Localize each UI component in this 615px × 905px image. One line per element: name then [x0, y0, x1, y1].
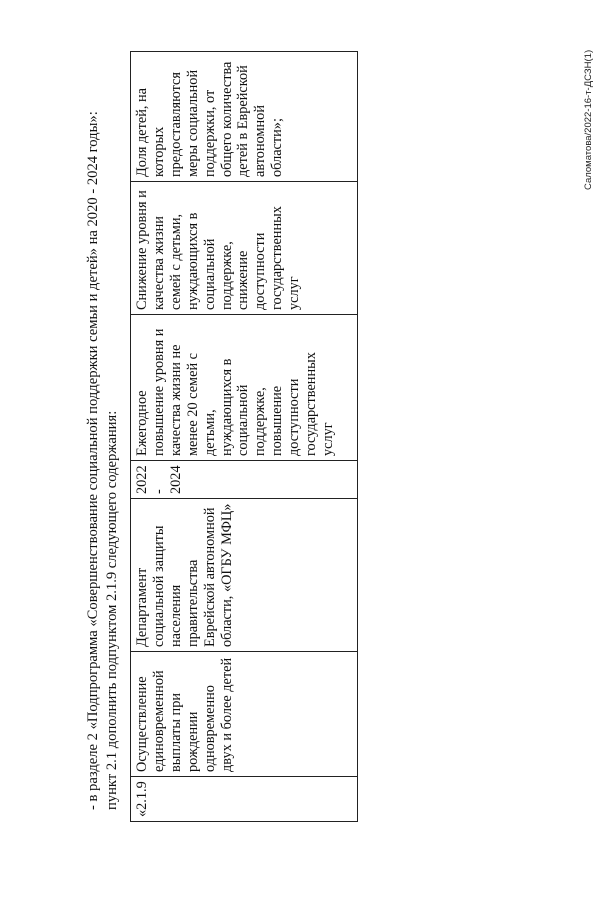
intro-text — [84, 50, 122, 810]
cell-expected-result: Ежегодное повышение уровня и качества жизни не менее 20 семей с детьми, нуждающихся в социальной поддержке, повышение доступности государственных услуг — [131, 315, 358, 461]
cell-number: «2.1.9 — [131, 777, 358, 822]
subprogram-table — [130, 51, 358, 822]
cell-indicator: Доля детей, на которых предоставляются меры социальной поддержки, от общего количества детей в Еврейской автономной области»; — [131, 52, 358, 182]
rotated-page — [0, 10, 594, 890]
intro-line-1: - в разделе 2 «Подпрограмма «Совершенствование социальной поддержки семьи и детей» на 2020 - 2024 годы»: — [85, 111, 101, 810]
cell-measure: Осуществление единовременной выплаты при рождении одновременно двух и более детей — [131, 652, 358, 777]
table-row — [131, 52, 358, 822]
intro-line-2: пункт 2.1 дополнить подпунктом 2.1.9 следующего содержания: — [104, 410, 120, 810]
document-id: Саломатова/2022-16-т-ДСЗН(1) — [583, 49, 594, 190]
cell-consequences: Снижение уровня и качества жизни семей с детьми, нуждающихся в социальной поддержке, снижение доступности государственных услуг — [131, 182, 358, 315]
cell-period: 2022 - 2024 — [131, 461, 358, 499]
cell-executor: Департамент социальной защиты населения правительства Еврейской автономной области, «ОГБУ МФЦ» — [131, 499, 358, 652]
